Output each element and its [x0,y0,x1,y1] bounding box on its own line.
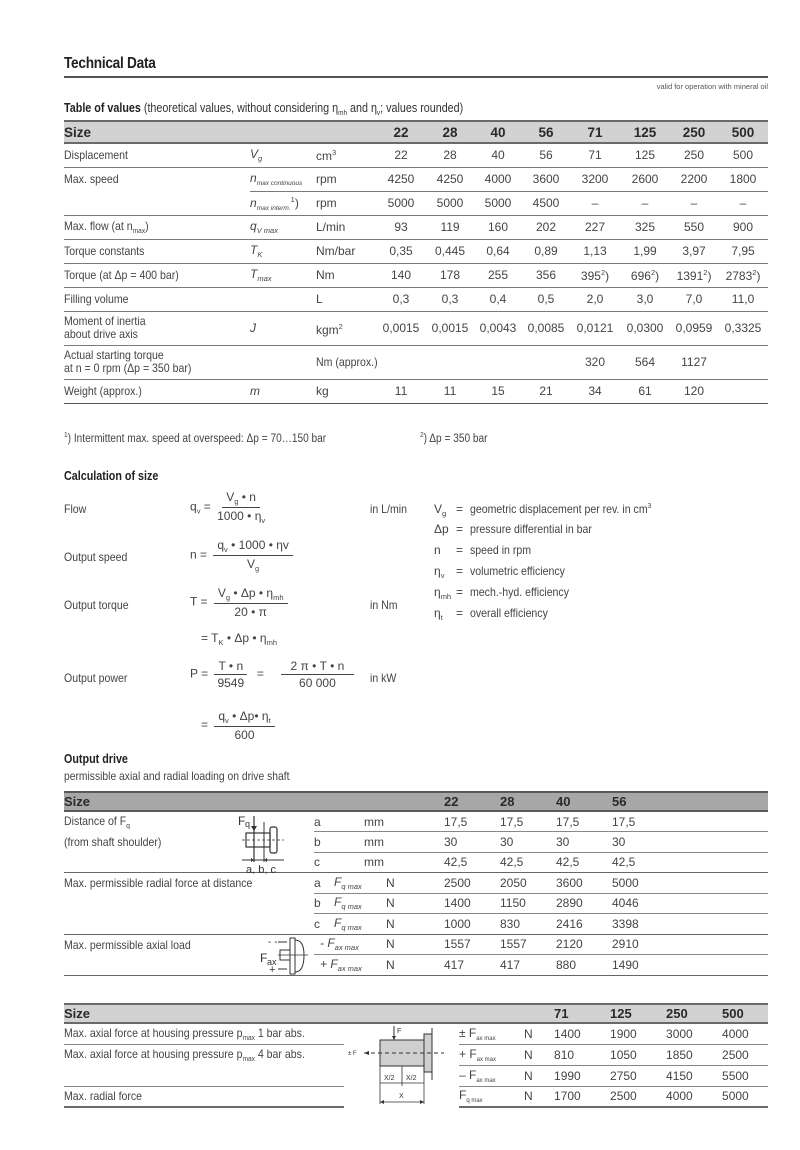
row-symbol: $F_{q max}$ [334,893,364,914]
empty-cell [64,1065,344,1086]
heading-sub: mh [338,108,348,117]
row-unit: Nm [316,263,376,287]
row-label: Actual starting torque at n = 0 rpm (Δp = 350 bar) [64,345,250,379]
size-col: 40 [490,124,506,140]
cell: 125 [620,143,670,167]
cell: 28 [426,143,474,167]
cell: 30 [612,832,768,853]
svg-text:q: q [245,819,251,829]
heading-text: (theoretical values, without considering η [140,101,339,115]
row-symbol: $q_{V max}$ [250,215,316,239]
cell: 417 [500,955,556,976]
cell: 17,5 [556,811,612,832]
cell: 30 [444,832,500,853]
distance-key: c [314,914,334,935]
cell: 71 [570,143,620,167]
row-symbol: ± $F_{ax max}$ [459,1023,524,1044]
cell: $395^2$) [570,263,620,287]
table-row [64,215,768,239]
empty-cell [64,852,224,873]
axial-load-diagram [224,934,314,975]
size-header: Size [64,794,91,809]
flow-label: Flow [64,502,87,516]
row-label: Displacement [64,143,250,167]
cell: 17,5 [612,811,768,832]
row-label: Max. flow (at $n_{max}$) [64,215,250,239]
cell [718,379,768,403]
cell: 3398 [612,914,768,935]
size-col: 125 [610,1006,632,1021]
size-col: 56 [538,124,554,140]
cell: 1150 [500,893,556,914]
cell: 1050 [610,1044,666,1065]
size-col: 28 [500,794,515,809]
cell: 202 [522,215,570,239]
cell: $696^2$) [620,263,670,287]
row-unit: kgm$^2$ [316,311,376,345]
cell: 3600 [522,167,570,191]
flow-unit: in L/min [370,502,407,516]
cell: 42,5 [612,852,768,873]
row-label [64,191,250,215]
table-row [64,934,768,955]
svg-text:± F: ± F [348,1051,357,1057]
cell: 1490 [612,955,768,976]
row-unit: N [364,873,444,894]
cell: 11,0 [718,287,768,311]
cell: 0,0085 [522,311,570,345]
table-row [64,167,768,191]
row-unit: N [524,1065,554,1086]
cell: 120 [670,379,718,403]
cell: – [570,191,620,215]
cell: 2890 [556,893,612,914]
svg-text:- -: - - [268,936,278,948]
cell: 5000 [376,191,426,215]
cell: 4000 [474,167,522,191]
svg-text:F: F [260,950,268,965]
cell: – [670,191,718,215]
cell: 2200 [670,167,718,191]
table-row [64,832,768,853]
cell: 3600 [556,873,612,894]
size-col: 22 [444,794,459,809]
cell: 2750 [610,1065,666,1086]
svg-text:F: F [397,1028,402,1035]
calculation-heading: Calculation of size [64,469,159,483]
row-unit: N [524,1086,554,1107]
row-symbol: m [250,379,316,403]
cell: 93 [376,215,426,239]
cell: 5000 [722,1086,768,1107]
size-col: 71 [554,1006,569,1021]
cell: 0,0015 [376,311,426,345]
values-table-heading-bold: Table of values [64,101,141,115]
cell: 11 [376,379,426,403]
cell: 810 [554,1044,610,1065]
row-symbol: $n_{max interm.}^1$) [250,191,316,215]
row-unit: mm [364,852,444,873]
cell: 4000 [666,1086,722,1107]
cell: 880 [556,955,612,976]
radial-label: Max. permissible radial force at distance [64,876,253,890]
torque-label: Output torque [64,598,129,612]
housing-table-header [64,1004,768,1023]
cell: 1391$^2$) [670,263,718,287]
cell: 4250 [426,167,474,191]
cell: 900 [718,215,768,239]
table-row [64,191,768,215]
cell: 325 [620,215,670,239]
cell: 140 [376,263,426,287]
row-unit: rpm [316,167,376,191]
speed-label: Output speed [64,550,128,564]
legend-item: Δp = pressure differential in bar [434,522,592,536]
empty-cell [64,955,224,976]
cell: 15 [474,379,522,403]
spacer [334,832,364,853]
cell: 7,0 [670,287,718,311]
cell: 2500 [444,873,500,894]
output-drive-heading: Output drive [64,752,128,766]
cell: 1557 [444,934,500,955]
cell: 0,89 [522,239,570,263]
distance-key: a [314,811,334,832]
size-col: 125 [633,124,657,140]
cell: 5000 [426,191,474,215]
table-row [64,914,768,935]
cell: 42,5 [444,852,500,873]
torque-unit: in Nm [370,598,398,612]
cell: 0,3 [426,287,474,311]
power-label: Output power [64,671,128,685]
cell: 3,97 [670,239,718,263]
cell: 2600 [620,167,670,191]
axial-label: Max. permissible axial load [64,937,191,952]
cell: 30 [556,832,612,853]
size-col: 250 [666,1006,688,1021]
cell: 1990 [554,1065,610,1086]
row-label: Torque constants [64,239,250,263]
row-unit: Nm/bar [316,239,376,263]
row-unit: N [364,893,444,914]
row-unit: $cm^3$ [316,143,376,167]
cell: 0,3 [376,287,426,311]
speed-formula: n = $\frac{q_v • 1000 • \eta v}{V_g}$ [190,538,296,573]
distance-label-2: (from shaft shoulder) [64,834,162,849]
table-row [64,873,768,894]
table-row [64,1023,768,1044]
size-col: 71 [587,124,603,140]
cell: 0,3325 [718,311,768,345]
row-symbol: J [250,311,316,345]
heading-text: ; values rounded) [380,101,464,115]
shaft-distance-diagram [224,811,314,873]
cell: 4150 [666,1065,722,1086]
row-label: Moment of inertia about drive axis [64,311,250,345]
oil-note: valid for operation with mineral oil [656,82,768,91]
heading-sub: v [376,108,381,117]
cell [522,345,570,379]
cell: 4046 [612,893,768,914]
distance-key: a [314,873,334,894]
cell: 1127 [670,345,718,379]
housing-row-label: Max. axial force at housing pressure $p_{max}$ 4 bar abs. [64,1046,305,1063]
size-col: 22 [393,124,409,140]
torque-formula-alt: = $T_K$ • Δp • $\eta_{mh}$ [201,631,278,647]
row-symbol: $T_K$ [250,239,316,263]
output-drive-header [64,792,768,811]
spacer [334,811,364,832]
cell: 550 [670,215,718,239]
row-label: Weight (approx.) [64,379,250,403]
cell: 119 [426,215,474,239]
cell: 5000 [474,191,522,215]
cell: 1000 [444,914,500,935]
distance-key: b [314,893,334,914]
shaft-diagram-icon [224,812,314,874]
cell: – [620,191,670,215]
cell: 42,5 [500,852,556,873]
size-col: 56 [612,794,627,809]
cell [474,345,522,379]
table-row [64,311,768,345]
svg-text:ax: ax [267,956,277,967]
values-table-heading [64,101,463,117]
cell: 22 [376,143,426,167]
cell: 56 [522,143,570,167]
cell: 0,0300 [620,311,670,345]
cell: 7,95 [718,239,768,263]
cell: 1850 [666,1044,722,1065]
cell: 1400 [444,893,500,914]
cell: 2120 [556,934,612,955]
cell: 30 [500,832,556,853]
table-row [64,143,768,167]
legend-item: $V_g$ = geometric displacement per rev. in $cm^3$ [434,501,652,518]
row-symbol: $T_{max}$ [250,263,316,287]
row-symbol: + $F_{ax max}$ [459,1044,524,1065]
size-col: 40 [556,794,571,809]
size-col: 28 [442,124,458,140]
row-unit: N [364,955,444,976]
cell: 1557 [500,934,556,955]
output-drive-subheading: permissible axial and radial loading on drive shaft [64,769,290,783]
distance-label: Distance of $F_q$ [64,813,130,830]
cell: 255 [474,263,522,287]
housing-pressure-table [64,1003,768,1108]
size-header: Size [64,1006,91,1021]
table-row [64,811,768,832]
cell: 178 [426,263,474,287]
cell: 2500 [722,1044,768,1065]
cell: 2783$^2$) [718,263,768,287]
cell: 61 [620,379,670,403]
cell [718,345,768,379]
housing-diagram-icon [344,1024,459,1108]
svg-text:+: + [269,963,276,976]
cell: 21 [522,379,570,403]
cell: 2050 [500,873,556,894]
legend-item: $\eta_t$ = overall efficiency [434,606,548,622]
cell: 0,0121 [570,311,620,345]
cell: 0,5 [522,287,570,311]
svg-text:X/2: X/2 [406,1075,417,1082]
cell: 0,35 [376,239,426,263]
cell: 564 [620,345,670,379]
cell: 3000 [666,1023,722,1044]
cell: 0,64 [474,239,522,263]
cell: 17,5 [444,811,500,832]
housing-row-label: Max. radial force [64,1086,344,1107]
svg-text:X: X [399,1093,404,1100]
row-label: Max. speed [64,172,119,187]
row-symbol: $F_{q max}$ [334,914,364,935]
cell: 356 [522,263,570,287]
cell: 2500 [610,1086,666,1107]
svg-text:F: F [238,814,246,828]
cell: 34 [570,379,620,403]
size-header: Size [64,124,92,140]
table-row [64,955,768,976]
cell: 1,13 [570,239,620,263]
size-col: 500 [731,124,755,140]
table-row [64,345,768,379]
cell: 0,0015 [426,311,474,345]
table-row [64,893,768,914]
flow-formula: $q_v$ = $\frac{V_g • n}{1000 • \eta_v}$ [190,490,266,525]
axial-diagram-icon [224,935,314,977]
cell: 0,4 [474,287,522,311]
row-unit: L [316,287,376,311]
cell: 250 [670,143,718,167]
cell: 417 [444,955,500,976]
housing-row-label: Max. axial force at housing pressure $p_{max}$ 1 bar abs. [64,1023,344,1044]
distance-key: c [314,852,334,873]
legend-item: $\eta_v$ = volumetric efficiency [434,564,565,580]
row-unit: rpm [316,191,376,215]
cell: 11 [426,379,474,403]
row-symbol: $F_{q max}$ [334,873,364,894]
cell: 1400 [554,1023,610,1044]
legend-item: $\eta_{mh}$ = mech.-hyd. efficiency [434,585,569,601]
row-symbol [250,345,316,379]
row-symbol: $V_g$ [250,143,316,167]
power-formula-alt: = $\frac{q_v • \Delta p• \eta_t}{600}$ [201,709,278,742]
cell: 5000 [612,873,768,894]
table-row [64,379,768,403]
cell: 5500 [722,1065,768,1086]
housing-force-diagram [344,1023,459,1107]
cell: 320 [570,345,620,379]
cell: 40 [474,143,522,167]
cell: 4500 [522,191,570,215]
cell: 4000 [722,1023,768,1044]
cell: 3200 [570,167,620,191]
table-row [64,852,768,873]
row-symbol: - $F_{ax max}$ [314,934,364,955]
cell: 1800 [718,167,768,191]
heading-text: and η [347,101,377,115]
row-symbol: $n_{max continuous}$ [250,167,316,191]
row-unit: Nm (approx.) [316,345,426,379]
cell: 0,0959 [670,311,718,345]
row-label: Torque (at Δp = 400 bar) [64,263,250,287]
footnote-1: $^1$) Intermittent max. speed at overspeed: Δp = 70…150 bar [64,430,327,445]
cell: 2416 [556,914,612,935]
svg-text:X/2: X/2 [384,1075,395,1082]
cell: 227 [570,215,620,239]
footnote-2: $^2$) Δp = 350 bar [420,430,488,445]
distance-key: b [314,832,334,853]
cell: 1700 [554,1086,610,1107]
empty-cell [64,893,314,914]
row-symbol: – $F_{ax max}$ [459,1065,524,1086]
row-label: Filling volume [64,287,250,311]
row-unit: mm [364,811,444,832]
size-col: 500 [722,1006,744,1021]
page-title: Technical Data [64,55,156,72]
title-divider [64,76,768,78]
svg-text:a, b, c: a, b, c [246,864,276,874]
legend-item: n = speed in rpm [434,543,532,557]
cell: 17,5 [500,811,556,832]
cell: 3,0 [620,287,670,311]
cell: 500 [718,143,768,167]
torque-formula: T = $\frac{V_g • \Delta p • \eta_{mh}}{20 • \pi}$ [190,586,291,619]
cell: 0,0043 [474,311,522,345]
cell: – [718,191,768,215]
values-table-header [64,121,768,143]
row-unit: L/min [316,215,376,239]
cell: 1900 [610,1023,666,1044]
row-unit: N [524,1044,554,1065]
cell: 2910 [612,934,768,955]
cell: 830 [500,914,556,935]
cell: 42,5 [556,852,612,873]
spacer [334,852,364,873]
table-row [64,287,768,311]
row-unit: mm [364,832,444,853]
power-formula: P = $\frac{T • n}{9549}$ = $\frac{2 \pi • T • n}{60 000}$ [190,659,357,690]
cell: 160 [474,215,522,239]
empty-cell [64,914,314,935]
cell: 0,445 [426,239,474,263]
row-unit: kg [316,379,376,403]
table-row [64,263,768,287]
power-unit: in kW [370,671,397,685]
row-symbol [250,287,316,311]
cell: 2,0 [570,287,620,311]
row-symbol: + $F_{ax max}$ [314,955,364,976]
row-unit: N [364,934,444,955]
size-col: 250 [682,124,706,140]
cell: 4250 [376,167,426,191]
row-symbol: $F_{q max}$ [459,1086,524,1107]
cell [426,345,474,379]
row-unit: N [524,1023,554,1044]
output-drive-table [64,791,768,976]
cell: 1,99 [620,239,670,263]
table-row [64,239,768,263]
row-unit: N [364,914,444,935]
values-table [64,120,768,404]
